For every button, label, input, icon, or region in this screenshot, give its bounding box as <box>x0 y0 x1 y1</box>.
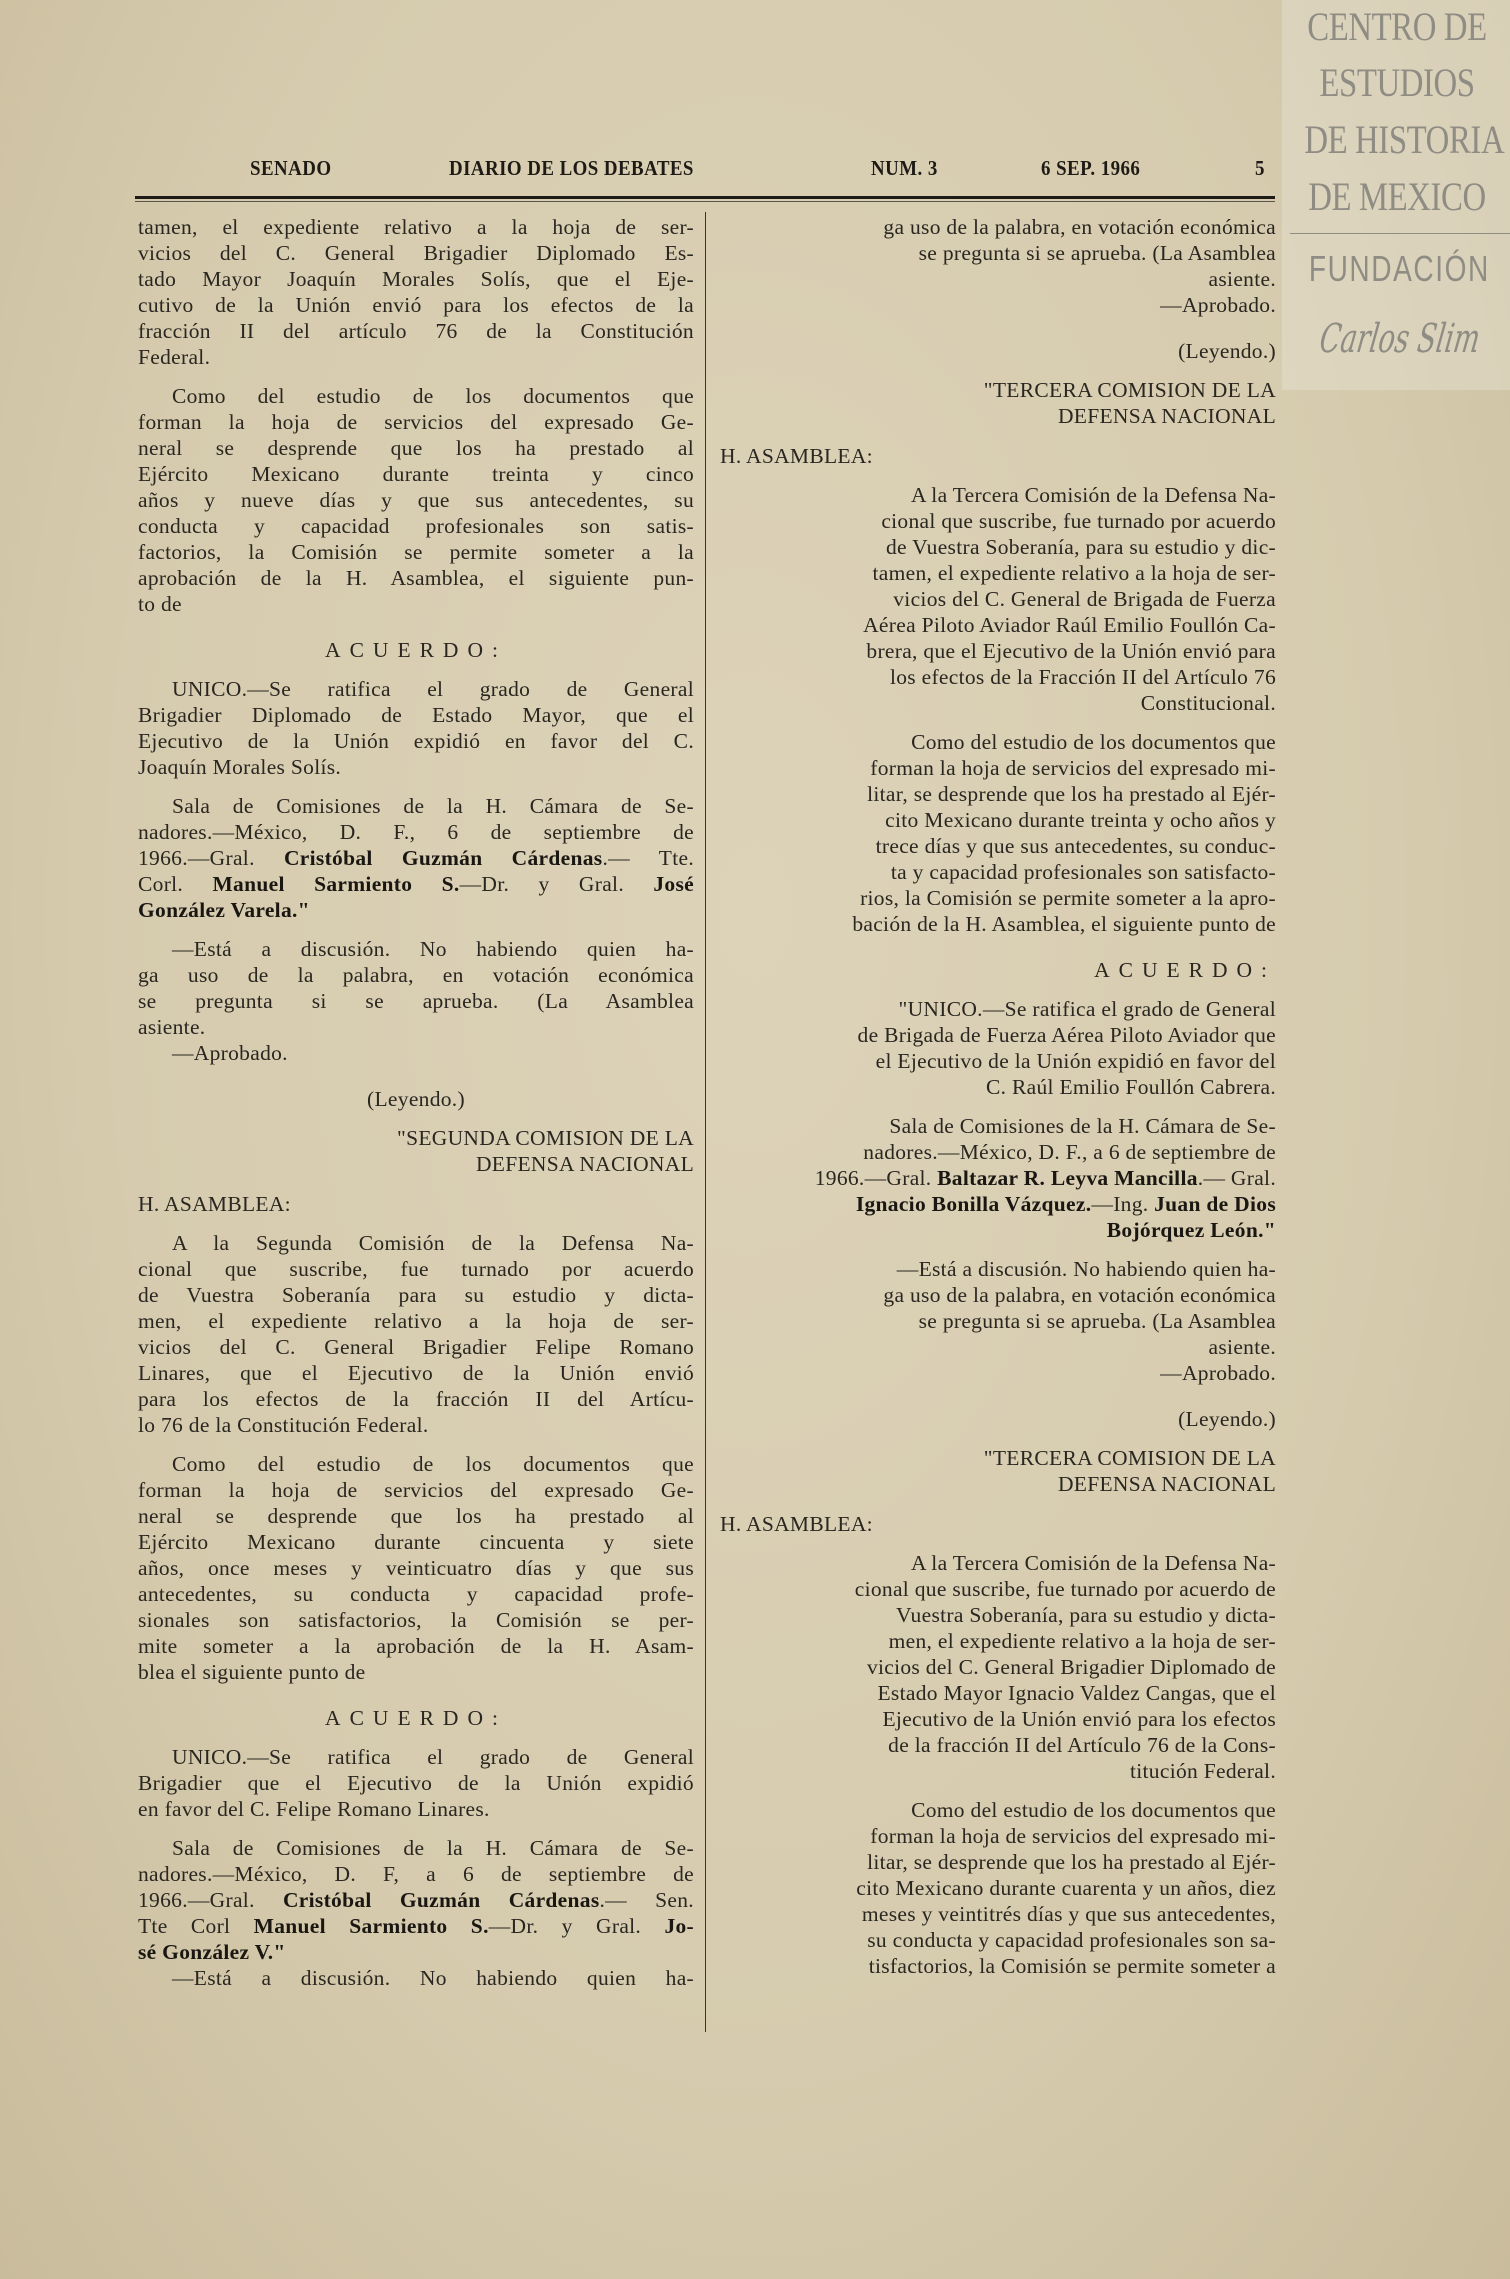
text-line <box>720 1191 1276 1217</box>
text-line: H. ASAMBLEA: <box>720 1512 873 1536</box>
text-line: "UNICO.—Se ratifica el grado de General <box>898 997 1276 1021</box>
signatory-name: sé González V." <box>138 1940 286 1964</box>
signatory-name: Baltazar R. Leyva Mancilla <box>937 1166 1198 1190</box>
text-line: ga uso de la palabra, en votación económica <box>883 215 1276 239</box>
paragraph <box>720 1797 1276 1979</box>
text-span: .— Tte. <box>602 846 694 870</box>
text-line: titución Federal. <box>1129 1759 1276 1783</box>
section-heading <box>138 1705 694 1731</box>
text-line: antecedentes, su conducta y capacidad profe- <box>138 1582 694 1606</box>
paragraph <box>720 996 1276 1100</box>
text-line: cional que suscribe, fue turnado por acuerdo de <box>854 1577 1276 1601</box>
paragraph <box>720 214 1276 292</box>
text-line: Aérea Piloto Aviador Raúl Emilio Foullón Ca- <box>863 613 1276 637</box>
paragraph <box>720 482 1276 716</box>
text-line: asiente. <box>1208 1335 1276 1359</box>
text-line: vicios del C. General Brigadier Diplomado de <box>866 1655 1276 1679</box>
header-date: 6 SEP. 1966 <box>1041 156 1141 180</box>
text-line: cito Mexicano durante cuarenta y un años, diez <box>856 1876 1276 1900</box>
text-line: Estado Mayor Ignacio Valdez Cangas, que el <box>877 1681 1276 1705</box>
signatory-name: Manuel Sarmiento S. <box>253 1914 489 1938</box>
text-line: el Ejecutivo de la Unión expidió en favor del <box>875 1049 1276 1073</box>
text-line: forman la hoja de servicios del expresado mi- <box>870 756 1276 780</box>
paragraph <box>720 292 1276 318</box>
text-line: Linares, que el Ejecutivo de la Unión envió <box>138 1361 694 1385</box>
text-line: trece días y que sus antecedentes, su conduc- <box>875 834 1276 858</box>
text-span: 1966.—Gral. <box>138 1888 283 1912</box>
text-line: cional que suscribe, fue turnado por acuerdo <box>881 509 1276 533</box>
text-line: men, el expediente relativo a la hoja de ser- <box>888 1629 1276 1653</box>
text-line: neral se desprende que los ha prestado al <box>138 436 694 460</box>
text-span: Corl. <box>138 872 213 896</box>
text-span: —Ing. <box>1091 1192 1155 1216</box>
text-line: Como del estudio de los documentos que <box>172 384 694 408</box>
paragraph <box>138 1744 694 1822</box>
text-line: (Leyendo.) <box>1178 339 1276 363</box>
left-column <box>138 214 694 1991</box>
text-line: Ejecutivo de la Unión envió para los efectos <box>882 1707 1276 1731</box>
header-rule <box>135 196 1275 199</box>
text-line: Constitucional. <box>1140 691 1276 715</box>
text-line: neral se desprende que los ha prestado al <box>138 1504 694 1528</box>
text-line: Ejército Mexicano durante cincuenta y siete <box>138 1530 694 1554</box>
text-line: factorios, la Comisión se permite someter a la <box>138 540 694 564</box>
text-line: A la Tercera Comisión de la Defensa Na- <box>910 1551 1276 1575</box>
text-line: (Leyendo.) <box>367 1087 465 1111</box>
text-line: H. ASAMBLEA: <box>720 444 873 468</box>
right-column <box>720 214 1276 1979</box>
text-line: sionales son satisfactorios, la Comisión se per- <box>138 1608 694 1632</box>
text-span: 1966.—Gral. <box>814 1166 938 1190</box>
text-line: meses y veintitrés días y que sus antecedentes, <box>861 1902 1276 1926</box>
text-line: aprobación de la H. Asamblea, el siguiente pun- <box>138 566 694 590</box>
text-line: UNICO.—Se ratifica el grado de General <box>172 677 694 701</box>
signatory-name: Cristóbal Guzmán Cárdenas <box>283 846 603 870</box>
text-line: de Vuestra Soberanía para su estudio y dicta- <box>138 1283 694 1307</box>
text-line: asiente. <box>138 1015 206 1039</box>
text-line: vicios del C. General Brigadier Diplomado Es- <box>138 241 694 265</box>
header-publication: DIARIO DE LOS DEBATES <box>449 156 694 180</box>
text-line: —Está a discusión. No habiendo quien ha- <box>172 1966 694 1990</box>
text-line: tisfactorios, la Comisión se permite someter a <box>868 1954 1276 1978</box>
text-span: .— Gral. <box>1197 1166 1276 1190</box>
text-line: C. Raúl Emilio Foullón Cabrera. <box>986 1075 1276 1099</box>
watermark-line: DE HISTORIA <box>1304 117 1505 162</box>
paragraph <box>138 676 694 780</box>
text-line: años y nueve días y que sus antecedentes, su <box>138 488 694 512</box>
text-line: Ejecutivo de la Unión expidió en favor del C. <box>138 729 694 753</box>
text-line: tamen, el expediente relativo a la hoja de ser- <box>138 215 694 239</box>
text-line: Brigadier que el Ejecutivo de la Unión expidió <box>138 1771 694 1795</box>
text-line: litar, se desprende que los ha prestado al Ejér- <box>867 782 1276 806</box>
text-line: bación de la H. Asamblea, el siguiente punto de <box>852 912 1276 936</box>
text-line: de Brigada de Fuerza Aérea Piloto Aviador que <box>857 1023 1276 1047</box>
text-line <box>720 1165 1276 1191</box>
watermark-divider <box>1290 233 1510 234</box>
text-line: ACUERDO: <box>325 1706 507 1730</box>
text-span: .— Sen. <box>599 1888 694 1912</box>
header-rule-thin <box>135 201 1275 202</box>
text-line: H. ASAMBLEA: <box>138 1192 291 1216</box>
text-line: tamen, el expediente relativo a la hoja de ser- <box>872 561 1276 585</box>
text-line <box>138 1887 694 1913</box>
text-line: para los efectos de la fracción II del Artícu- <box>138 1387 694 1411</box>
commission-title <box>138 1125 694 1177</box>
column-divider <box>705 212 706 2032</box>
signatory-name: González Varela." <box>138 898 310 922</box>
text-line: Como del estudio de los documentos que <box>911 730 1276 754</box>
text-line: —Está a discusión. No habiendo quien ha- <box>172 937 694 961</box>
watermark-line: CENTRO DE <box>1307 4 1487 49</box>
watermark-line: DE MEXICO <box>1308 174 1486 219</box>
text-line: men, el expediente relativo a la hoja de ser- <box>138 1309 694 1333</box>
text-line: Ejército Mexicano durante treinta y cinco <box>138 462 694 486</box>
header-number: NUM. 3 <box>871 156 938 180</box>
text-line: blea el siguiente punto de <box>138 1660 366 1684</box>
text-line: UNICO.—Se ratifica el grado de General <box>172 1745 694 1769</box>
text-line: de Vuestra Soberanía, para su estudio y dic- <box>885 535 1276 559</box>
text-line: rios, la Comisión se permite someter a la apro- <box>860 886 1276 910</box>
text-line: "TERCERA COMISION DE LA <box>983 1446 1276 1470</box>
text-line: asiente. <box>1208 267 1276 291</box>
section-heading <box>720 957 1276 983</box>
text-line: A la Segunda Comisión de la Defensa Na- <box>172 1231 694 1255</box>
text-line: se pregunta si se aprueba. (La Asamblea <box>918 241 1276 265</box>
text-line: cional que suscribe, fue turnado por acuerdo <box>138 1257 694 1281</box>
text-line: nadores.—México, D. F, a 6 de septiembre de <box>138 1862 694 1886</box>
commission-title <box>720 377 1276 429</box>
text-line: ta y capacidad profesionales son satisfacto- <box>890 860 1276 884</box>
text-line: conducta y capacidad profesionales son satis- <box>138 514 694 538</box>
paragraph <box>720 1256 1276 1360</box>
text-line: años, once meses y veinticuatro días y que sus <box>138 1556 694 1580</box>
text-line: de la fracción II del Artículo 76 de la Cons- <box>888 1733 1276 1757</box>
paragraph <box>720 1113 1276 1243</box>
text-line: Brigadier Diplomado de Estado Mayor, que el <box>138 703 694 727</box>
text-line: DEFENSA NACIONAL <box>1057 1472 1276 1496</box>
text-line <box>138 1939 694 1965</box>
text-line: —Aprobado. <box>172 1041 288 1065</box>
text-span: Tte Corl <box>138 1914 254 1938</box>
signatory-name: Ignacio Bonilla Vázquez. <box>855 1192 1092 1216</box>
salutation <box>720 443 1276 469</box>
text-line: tado Mayor Joaquín Morales Solís, que el Eje- <box>138 267 694 291</box>
paragraph <box>138 793 694 923</box>
paragraph <box>138 1451 694 1685</box>
text-line: Joaquín Morales Solís. <box>138 755 342 779</box>
text-line: Sala de Comisiones de la H. Cámara de Se- <box>172 1836 694 1860</box>
paragraph <box>720 1550 1276 1784</box>
paragraph <box>138 383 694 617</box>
text-line: vicios del C. General Brigadier Felipe Romano <box>138 1335 694 1359</box>
paragraph <box>138 1040 694 1066</box>
text-line: Vuestra Soberanía, para su estudio y dicta- <box>896 1603 1276 1627</box>
text-line: los efectos de la Fracción II del Artículo 76 <box>889 665 1276 689</box>
text-line <box>138 897 694 923</box>
text-line: ACUERDO: <box>1094 958 1276 982</box>
text-line: en favor del C. Felipe Romano Linares. <box>138 1797 490 1821</box>
text-line: litar, se desprende que los ha prestado al Ejér- <box>867 1850 1276 1874</box>
text-line: DEFENSA NACIONAL <box>1057 404 1276 428</box>
text-line: —Aprobado. <box>1160 1361 1276 1385</box>
text-line: Sala de Comisiones de la H. Cámara de Se- <box>172 794 694 818</box>
paragraph <box>138 936 694 1040</box>
text-span: 1966.—Gral. <box>138 846 284 870</box>
text-line: brera, que el Ejecutivo de la Unión envió para <box>866 639 1276 663</box>
text-line: forman la hoja de servicios del expresado mi- <box>870 1824 1276 1848</box>
text-line: ga uso de la palabra, en votación económica <box>138 963 694 987</box>
text-line: (Leyendo.) <box>1178 1407 1276 1431</box>
text-line: ga uso de la palabra, en votación económica <box>883 1283 1276 1307</box>
text-line: to de <box>138 592 182 616</box>
text-line: "TERCERA COMISION DE LA <box>983 378 1276 402</box>
paragraph <box>138 1230 694 1438</box>
signatory-name: Jo- <box>664 1914 694 1938</box>
text-line: fracción II del artículo 76 de la Constitución <box>138 319 694 343</box>
salutation <box>720 1511 1276 1537</box>
text-line: nadores.—México, D. F., 6 de septiembre de <box>138 820 694 844</box>
paragraph <box>138 1835 694 1965</box>
text-line: cutivo de la Unión envió para los efectos de la <box>138 293 694 317</box>
text-line: A la Tercera Comisión de la Defensa Na- <box>910 483 1276 507</box>
text-line: forman la hoja de servicios del expresado Ge- <box>138 1478 694 1502</box>
text-line: forman la hoja de servicios del expresado Ge- <box>138 410 694 434</box>
text-line: DEFENSA NACIONAL <box>475 1152 694 1176</box>
text-line: se pregunta si se aprueba. (La Asamblea <box>138 989 694 1013</box>
watermark-signature: Carlos Slim <box>1316 316 1484 362</box>
signatory-name: José <box>653 872 694 896</box>
paragraph <box>720 1360 1276 1386</box>
signatory-name: Bojórquez León." <box>1106 1218 1276 1242</box>
watermark-foundation: FUNDACIÓN <box>1308 248 1490 289</box>
text-span: —Dr. y Gral. <box>459 872 654 896</box>
text-line: ACUERDO: <box>325 638 507 662</box>
text-line <box>138 845 694 871</box>
text-line: lo 76 de la Constitución Federal. <box>138 1413 429 1437</box>
signatory-name: Manuel Sarmiento S. <box>212 872 460 896</box>
text-line: su conducta y capacidad profesionales son sa- <box>867 1928 1276 1952</box>
stage-direction <box>138 1086 694 1112</box>
text-line <box>138 871 694 897</box>
text-line <box>720 1217 1276 1243</box>
text-line: nadores.—México, D. F., a 6 de septiembre de <box>863 1140 1276 1164</box>
salutation <box>138 1191 694 1217</box>
header-section: SENADO <box>250 156 332 180</box>
text-line: cito Mexicano durante treinta y ocho años y <box>885 808 1276 832</box>
paragraph <box>138 1965 694 1991</box>
text-line: Como del estudio de los documentos que <box>911 1798 1276 1822</box>
stage-direction <box>720 1406 1276 1432</box>
paragraph <box>138 214 694 370</box>
text-line: —Aprobado. <box>1160 293 1276 317</box>
paragraph <box>720 729 1276 937</box>
text-line: "SEGUNDA COMISION DE LA <box>397 1126 694 1150</box>
signatory-name: Juan de Dios <box>1154 1192 1276 1216</box>
text-line: Como del estudio de los documentos que <box>172 1452 694 1476</box>
section-heading <box>138 637 694 663</box>
text-line: vicios del C. General de Brigada de Fuerza <box>893 587 1276 611</box>
text-line <box>138 1913 694 1939</box>
stage-direction <box>720 338 1276 364</box>
text-line: mite someter a la aprobación de la H. Asam- <box>138 1634 694 1658</box>
text-line: Federal. <box>138 345 211 369</box>
text-span: —Dr. y Gral. <box>488 1914 665 1938</box>
text-line: se pregunta si se aprueba. (La Asamblea <box>918 1309 1276 1333</box>
signatory-name: Cristóbal Guzmán Cárdenas <box>282 1888 600 1912</box>
text-line: Sala de Comisiones de la H. Cámara de Se- <box>889 1114 1276 1138</box>
header-page-number: 5 <box>1255 156 1265 180</box>
commission-title <box>720 1445 1276 1497</box>
text-line: —Está a discusión. No habiendo quien ha- <box>896 1257 1276 1281</box>
watermark-line: ESTUDIOS <box>1319 60 1475 105</box>
